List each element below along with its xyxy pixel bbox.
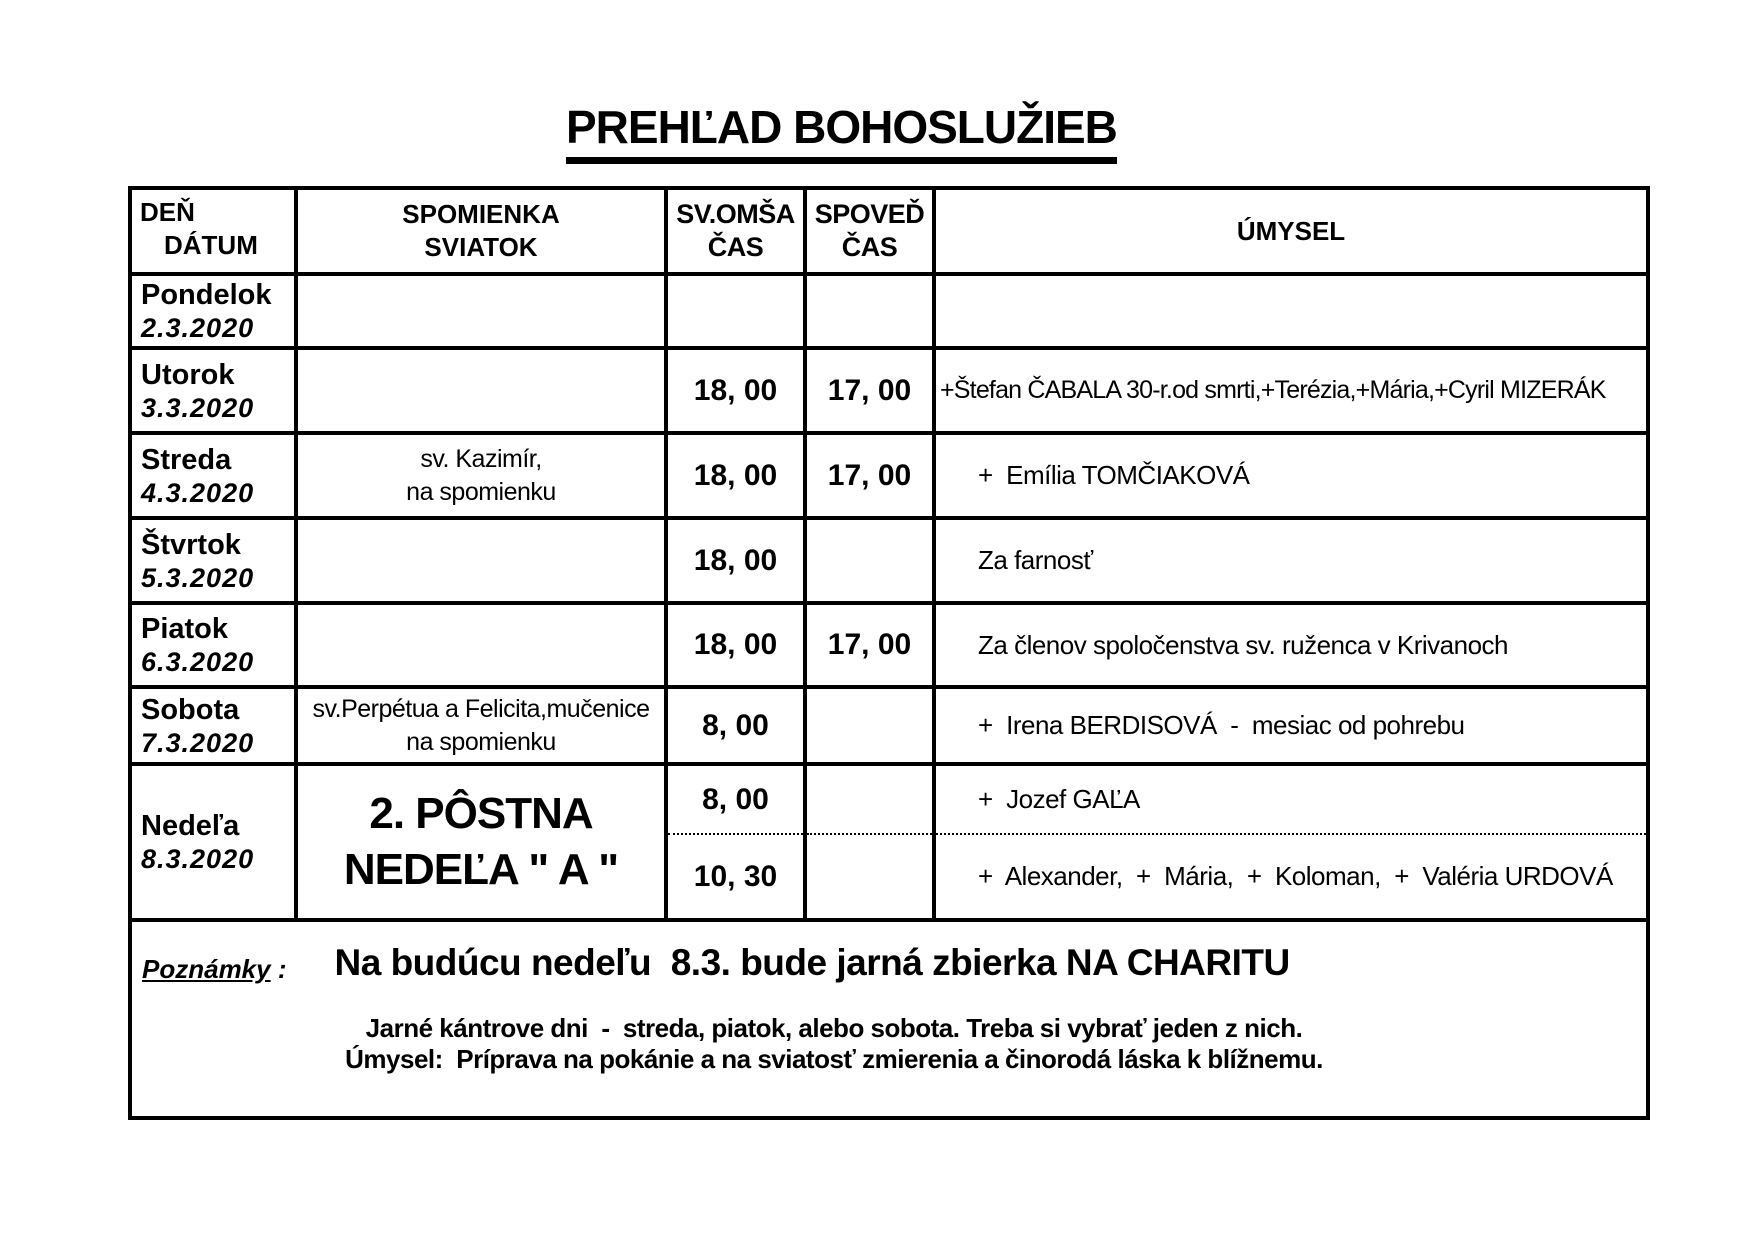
header-confession-line2: ČAS	[841, 232, 898, 262]
sunday-mass-time-late: 10, 30	[693, 859, 778, 893]
table-row-monday-intention	[936, 276, 1646, 346]
header-memorial	[298, 190, 664, 272]
table-row-friday-intention: Za členov spoločenstva sv. ruženca v Krivanoch	[936, 605, 1646, 685]
sunday-intention-late: + Alexander, + Mária, + Koloman, + Valéria URDOVÁ	[978, 861, 1613, 891]
day-date: 2.3.2020	[141, 313, 255, 343]
notes-label	[142, 954, 287, 985]
table-row-thursday-day	[132, 520, 294, 601]
notes-line-1: Jarné kántrove dni - streda, piatok, alebo sobota. Treba si vybrať jeden z nich.	[365, 1013, 1303, 1043]
table-row-thursday-memorial	[298, 520, 664, 601]
notes-headline: Na budúcu nedeľu 8.3. bude jarná zbierka NA CHARITU	[334, 942, 1290, 983]
day-date: 4.3.2020	[141, 477, 255, 508]
header-memorial-line1: SPOMIENKA	[402, 199, 560, 229]
day-name: Sobota	[141, 693, 240, 726]
table-row-sunday-mass-times	[668, 766, 803, 918]
notes-label-text: Poznámky	[142, 954, 271, 984]
day-date: 6.3.2020	[141, 647, 255, 677]
header-mass-time	[668, 190, 803, 272]
notes-line-2: Úmysel: Príprava na pokánie a na sviatosť zmierenia a činorodá láska k blížnemu.	[345, 1044, 1323, 1074]
header-confession-line1: SPOVEĎ	[814, 199, 925, 229]
day-date: 5.3.2020	[141, 562, 255, 593]
table-row-tuesday-memorial	[298, 350, 664, 431]
table-row-sunday-day	[132, 766, 294, 918]
header-mass-line2: ČAS	[707, 232, 764, 262]
memorial-line: sv.Perpétua a Felicita,mučenice	[312, 694, 650, 723]
table-row-saturday-memorial	[298, 689, 664, 762]
day-name: Piatok	[141, 613, 229, 645]
day-name: Utorok	[141, 358, 235, 391]
mass-schedule-table	[128, 186, 1650, 1120]
sunday-confession-early	[807, 766, 932, 835]
day-name: Štvrtok	[141, 528, 241, 561]
table-row-wednesday-mass-time: 18, 00	[668, 435, 803, 516]
table-row-friday-memorial	[298, 605, 664, 685]
table-row-saturday-day	[132, 689, 294, 762]
memorial-line: na spomienku	[406, 727, 556, 756]
notes-section	[132, 922, 1646, 1116]
table-row-saturday-mass-time: 8, 00	[668, 689, 803, 762]
day-name: Streda	[141, 443, 232, 476]
table-row-sunday-feast	[298, 766, 664, 918]
table-row-friday-mass-time: 18, 00	[668, 605, 803, 685]
table-row-saturday-confession-time	[807, 689, 932, 762]
notes-label-colon: :	[270, 954, 287, 984]
sunday-confession-late	[807, 835, 932, 918]
table-row-thursday-intention: Za farnosť	[936, 520, 1646, 601]
feast-line: NEDEĽA " A "	[343, 845, 619, 894]
day-name: Pondelok	[141, 279, 272, 311]
table-row-wednesday-confession-time: 17, 00	[807, 435, 932, 516]
table-row-monday-day	[132, 276, 294, 346]
table-row-wednesday-day	[132, 435, 294, 516]
day-date: 7.3.2020	[141, 727, 255, 758]
day-date: 8.3.2020	[141, 844, 255, 874]
table-row-thursday-mass-time: 18, 00	[668, 520, 803, 601]
table-row-tuesday-intention: +Štefan ČABALA 30-r.od smrti,+Terézia,+Mária,+Cyril MIZERÁK	[936, 350, 1646, 431]
sunday-mass-time-early: 8, 00	[668, 766, 803, 835]
table-row-tuesday-mass-time: 18, 00	[668, 350, 803, 431]
header-day-line2: DÁTUM	[164, 230, 258, 260]
header-mass-line1: SV.OMŠA	[676, 199, 795, 229]
sunday-intention-early: + Jozef GAĽA	[936, 766, 1646, 835]
memorial-line: na spomienku	[406, 477, 556, 506]
table-row-wednesday-memorial	[298, 435, 664, 516]
table-row-sunday-intentions	[936, 766, 1646, 918]
table-row-monday-memorial	[298, 276, 664, 346]
feast-line: 2. PÔSTNA	[369, 789, 593, 838]
day-date: 3.3.2020	[141, 392, 255, 423]
header-day-line1: DEŇ	[140, 197, 195, 227]
table-row-wednesday-intention: + Emília TOMČIAKOVÁ	[936, 435, 1646, 516]
table-row-friday-day	[132, 605, 294, 685]
header-intention	[936, 190, 1646, 272]
table-row-sunday-confession-times	[807, 766, 932, 918]
table-row-tuesday-confession-time: 17, 00	[807, 350, 932, 431]
header-confession-time	[807, 190, 932, 272]
header-day-date	[132, 190, 294, 272]
header-intention-label: ÚMYSEL	[1236, 215, 1346, 246]
day-name: Nedeľa	[141, 810, 240, 842]
page-title: PREHĽAD BOHOSLUŽIEB	[566, 100, 1117, 164]
table-row-friday-confession-time: 17, 00	[807, 605, 932, 685]
table-row-thursday-confession-time	[807, 520, 932, 601]
table-row-saturday-intention: + Irena BERDISOVÁ - mesiac od pohrebu	[936, 689, 1646, 762]
memorial-line: sv. Kazimír,	[420, 444, 542, 473]
table-row-monday-confession-time	[807, 276, 932, 346]
table-row-tuesday-day	[132, 350, 294, 431]
table-row-monday-mass-time	[668, 276, 803, 346]
header-memorial-line2: SVIATOK	[424, 232, 538, 262]
